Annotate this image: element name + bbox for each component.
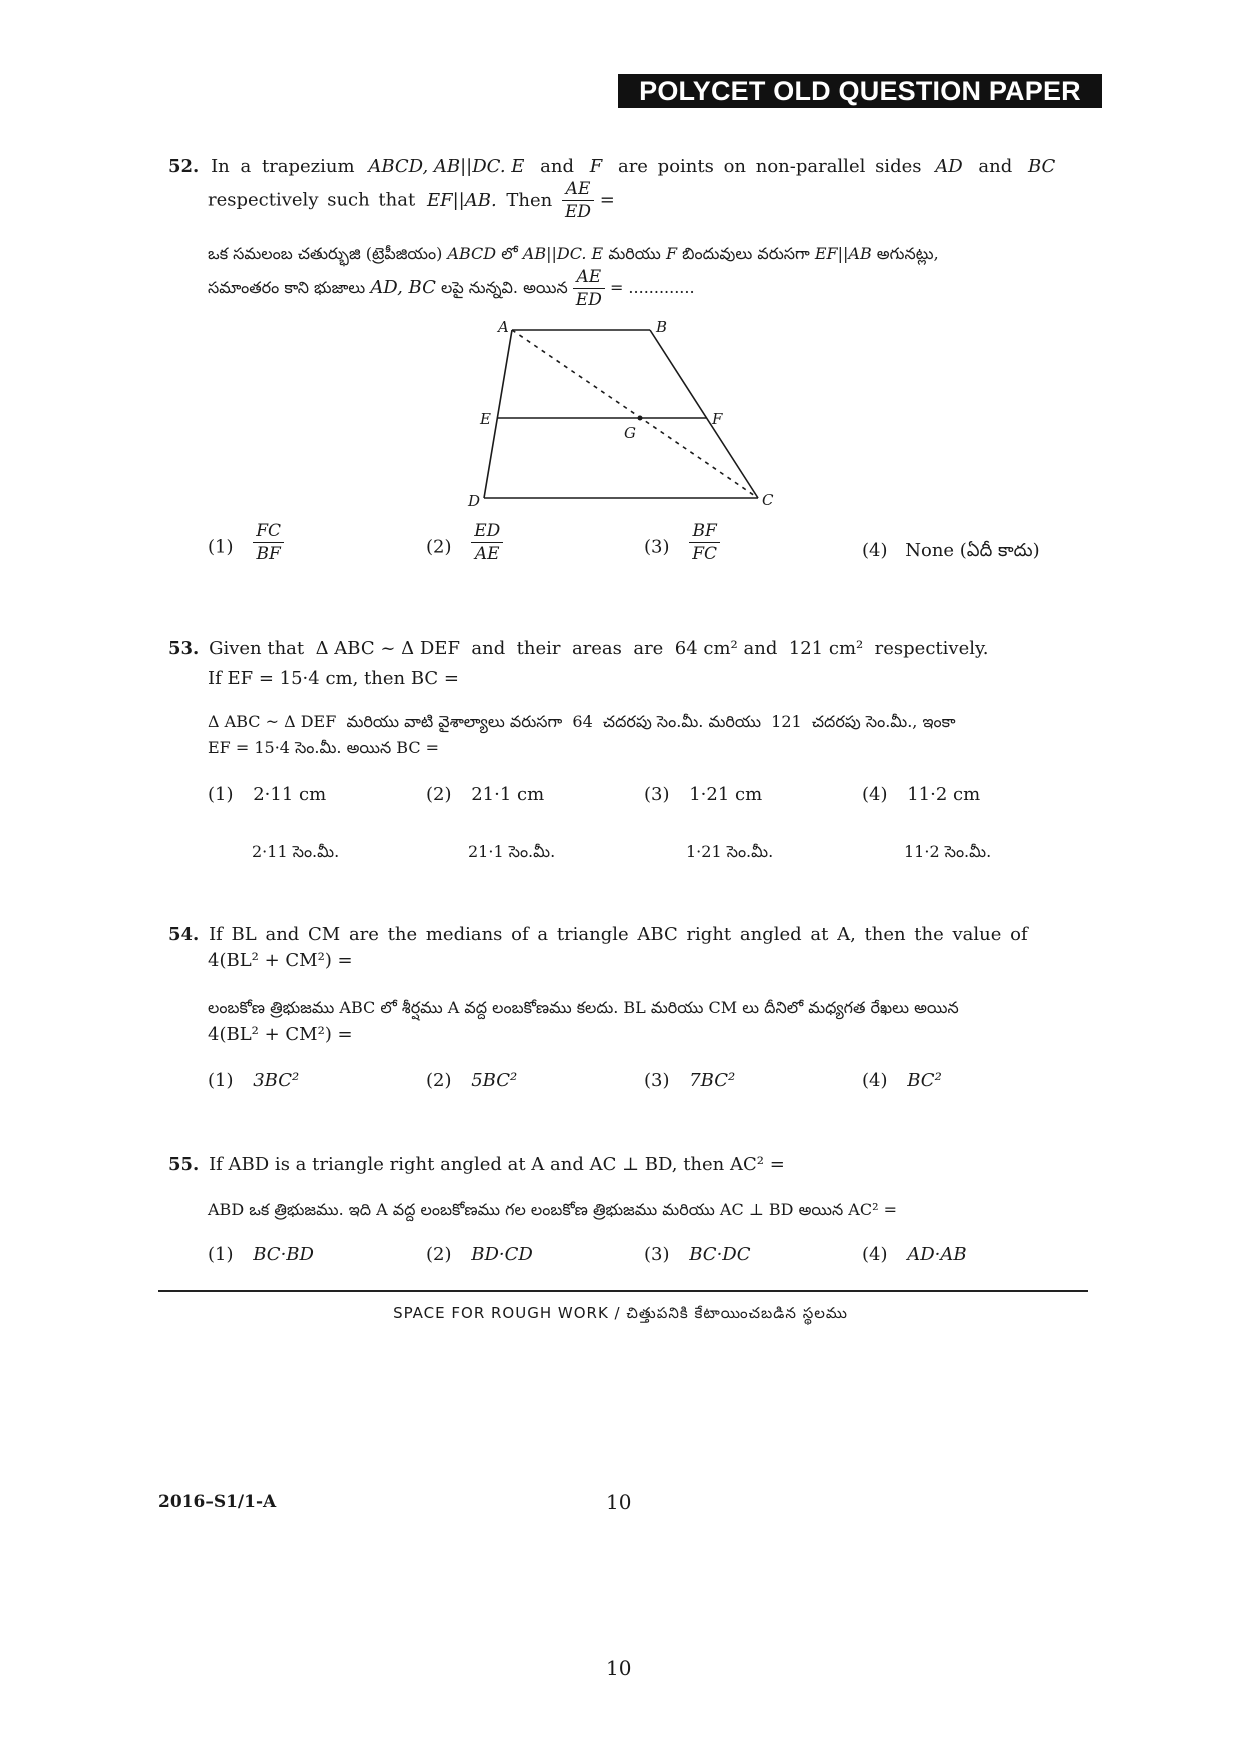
option-text: BC² xyxy=(907,1070,942,1091)
option-number: (1) xyxy=(208,536,234,558)
option-1[interactable] xyxy=(208,1070,299,1091)
option-number: (2) xyxy=(426,1070,452,1091)
question-number: 53. xyxy=(168,638,200,659)
trapezium-figure xyxy=(440,310,800,520)
q52-telugu-line-2 xyxy=(208,266,695,311)
text: EF||AB xyxy=(814,244,872,263)
label-a: A xyxy=(498,318,509,336)
label-c: C xyxy=(762,491,774,509)
text: AB||DC. E xyxy=(522,244,604,263)
point-g xyxy=(638,416,643,421)
page-banner: POLYCET OLD QUESTION PAPER xyxy=(618,74,1102,108)
option-4-telugu: 11·2 సెం.మీ. xyxy=(904,842,992,861)
q53-telugu-line-1: Δ ABC ~ Δ DEF మరియు వాటి వైశాల్యాలు వరుసగా 64 చదరపు సెం.మీ. మరియు 121 చదరపు సెం.మీ., ఇంకా xyxy=(208,712,956,731)
text: AD, BC xyxy=(370,277,436,298)
option-4[interactable] xyxy=(862,1070,942,1091)
fraction xyxy=(573,266,605,311)
page-number-inner: 10 xyxy=(606,1490,632,1514)
fraction-numerator: AE xyxy=(573,266,605,289)
label-f: F xyxy=(712,410,723,428)
option-1[interactable] xyxy=(208,1244,314,1265)
option-text: 1·21 cm xyxy=(689,784,763,805)
q54-english-line-2: 4(BL² + CM²) = xyxy=(208,950,353,971)
option-1[interactable] xyxy=(208,521,284,565)
text: ABCD, AB||DC. E xyxy=(368,156,525,177)
option-number: (4) xyxy=(862,784,888,805)
option-text: BD·CD xyxy=(471,1244,533,1265)
option-number: (3) xyxy=(644,1070,670,1091)
text: ABCD xyxy=(447,244,497,263)
option-number: (4) xyxy=(862,1070,888,1091)
option-2[interactable] xyxy=(426,521,503,565)
text: BC xyxy=(1027,156,1056,177)
option-text: 11·2 cm xyxy=(907,784,981,805)
text: ఒక సమలంబ చతుర్భుజి (ట్రెపీజియం) xyxy=(208,244,443,263)
text: respectively such that xyxy=(208,189,416,211)
text: and xyxy=(978,156,1013,177)
fraction-numerator: AE xyxy=(562,178,594,201)
side-bc xyxy=(650,330,758,498)
question-number: 55. xyxy=(168,1154,200,1175)
option-text: 3BC² xyxy=(253,1070,300,1091)
fraction-denominator: AE xyxy=(474,544,500,564)
equals-dots: = ............. xyxy=(609,278,695,297)
q55-telugu-line-1: ABD ఒక త్రిభుజము. ఇది A వద్ద లంబకోణము గల లంబకోణ త్రిభుజము మరియు AC ⊥ BD అయిన AC² = xyxy=(208,1200,897,1219)
text: సమాంతరం కాని భుజాలు xyxy=(208,278,366,297)
fraction-denominator: ED xyxy=(565,202,592,222)
text: Then xyxy=(506,189,553,211)
page-number-bottom: 10 xyxy=(606,1656,632,1680)
option-number: (4) xyxy=(862,1244,888,1265)
fraction xyxy=(562,178,594,223)
fraction xyxy=(471,520,503,565)
text: F xyxy=(665,244,678,263)
option-3-telugu: 1·21 సెం.మీ. xyxy=(686,842,774,861)
q52-english-line-2 xyxy=(208,178,615,223)
fraction-numerator: BF xyxy=(689,520,720,543)
text: అగునట్లు, xyxy=(876,244,939,263)
fraction-numerator: ED xyxy=(471,520,503,543)
fraction-denominator: BF xyxy=(256,544,281,564)
option-text: 7BC² xyxy=(689,1070,736,1091)
text: F xyxy=(589,156,603,177)
option-number: (1) xyxy=(208,784,234,805)
q53-english-line-2: If EF = 15·4 cm, then BC = xyxy=(208,668,459,689)
option-3[interactable] xyxy=(644,1244,751,1265)
option-text: 21·1 cm xyxy=(471,784,545,805)
q55-english-line-1 xyxy=(168,1154,785,1175)
option-3[interactable] xyxy=(644,784,762,805)
equals-sign: = xyxy=(599,189,615,211)
option-2-telugu: 21·1 సెం.మీ. xyxy=(468,842,556,861)
paper-code: 2016–S1/1-A xyxy=(158,1492,277,1512)
label-e: E xyxy=(480,410,491,428)
option-4[interactable] xyxy=(862,1244,967,1265)
option-2[interactable] xyxy=(426,1244,533,1265)
text: లో xyxy=(501,244,518,263)
option-text: BC·DC xyxy=(689,1244,751,1265)
fraction xyxy=(253,520,284,565)
q54-telugu-line-1: లంబకోణ త్రిభుజము ABC లో శీర్షము A వద్ద లంబకోణము కలదు. BL మరియు CM లు దీనిలో మధ్యగత రేఖలు అయిన xyxy=(208,998,959,1017)
option-1[interactable] xyxy=(208,784,326,805)
option-text: 2·11 cm xyxy=(253,784,327,805)
option-number: (4) xyxy=(862,540,888,561)
option-number: (3) xyxy=(644,784,670,805)
fraction xyxy=(689,520,720,565)
option-number: (2) xyxy=(426,536,452,558)
option-2[interactable] xyxy=(426,784,544,805)
text: AD xyxy=(935,156,963,177)
q54-english-line-1 xyxy=(168,924,1028,945)
option-number: (3) xyxy=(644,536,670,558)
divider xyxy=(158,1290,1088,1292)
text: బిందువులు వరుసగా xyxy=(682,244,810,263)
q54-telugu-line-2: 4(BL² + CM²) = xyxy=(208,1024,353,1045)
option-text: 5BC² xyxy=(471,1070,518,1091)
text: If ABD is a triangle right angled at A and AC ⊥ BD, then AC² = xyxy=(209,1154,785,1175)
question-number: 52. xyxy=(168,156,200,177)
fraction-denominator: FC xyxy=(692,544,718,564)
text: మరియు xyxy=(608,244,661,263)
rough-work-label: SPACE FOR ROUGH WORK / చిత్తుపనికి కేటాయించబడిన స్థలము xyxy=(393,1304,848,1322)
option-number: (1) xyxy=(208,1244,234,1265)
text: In a trapezium xyxy=(211,156,355,177)
q52-english-line-1 xyxy=(168,156,1055,177)
option-4[interactable] xyxy=(862,784,980,805)
option-text: None (ఏదీ కాదు) xyxy=(905,540,1040,561)
q53-english-line-1 xyxy=(168,638,989,659)
text: లపై నున్నవి. అయిన xyxy=(440,278,568,297)
option-3[interactable] xyxy=(644,521,720,565)
option-text: BC·BD xyxy=(253,1244,314,1265)
text: EF||AB. xyxy=(426,189,497,211)
fraction-denominator: ED xyxy=(575,290,602,310)
option-number: (3) xyxy=(644,1244,670,1265)
option-text: AD·AB xyxy=(907,1244,967,1265)
q53-telugu-line-2: EF = 15·4 సెం.మీ. అయిన BC = xyxy=(208,738,440,757)
label-g: G xyxy=(624,424,636,442)
question-number: 54. xyxy=(168,924,200,945)
option-number: (1) xyxy=(208,1070,234,1091)
text: are points on non-parallel sides xyxy=(617,156,922,177)
q52-telugu-line-1 xyxy=(208,244,939,267)
option-number: (2) xyxy=(426,1244,452,1265)
label-b: B xyxy=(656,318,668,336)
text: If BL and CM are the medians of a triangle ABC right angled at A, then the value of xyxy=(209,924,1028,945)
fraction-numerator: FC xyxy=(253,520,284,543)
option-4[interactable] xyxy=(862,540,1040,565)
text: and xyxy=(540,156,574,177)
label-d: D xyxy=(468,492,481,510)
option-2[interactable] xyxy=(426,1070,517,1091)
option-number: (2) xyxy=(426,784,452,805)
option-3[interactable] xyxy=(644,1070,735,1091)
option-1-telugu: 2·11 సెం.మీ. xyxy=(252,842,340,861)
text: Given that Δ ABC ~ Δ DEF and their areas are 64 cm² and 121 cm² respectively. xyxy=(209,638,989,659)
